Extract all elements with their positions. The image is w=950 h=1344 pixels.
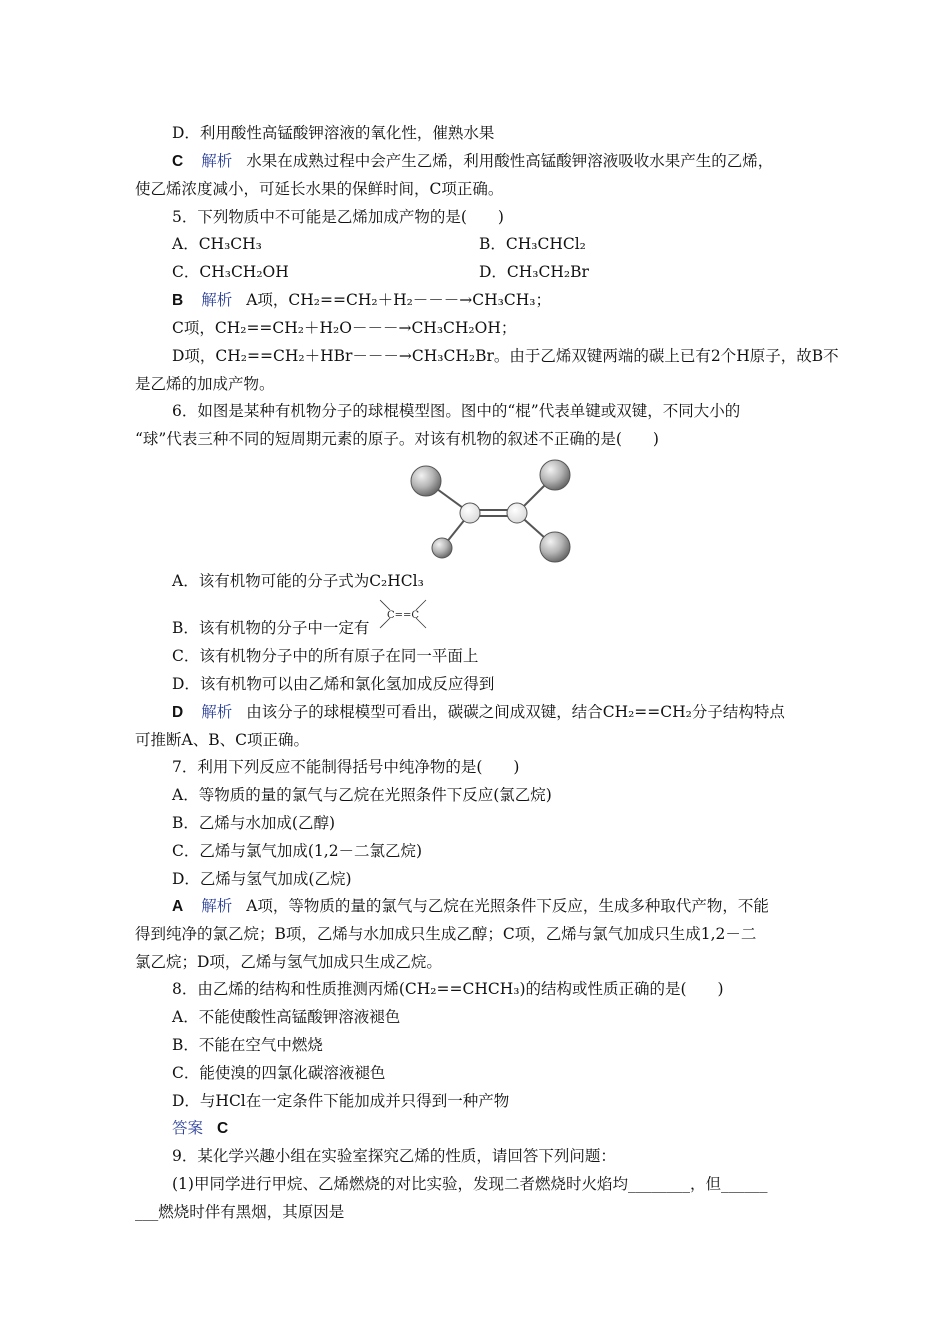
carbon-ball	[460, 503, 480, 523]
question-6: 6．如图是某种有机物分子的球棍模型图。图中的“棍”代表单键或双键，不同大小的	[172, 402, 741, 420]
q8-option-b: B．不能在空气中燃烧	[172, 1036, 323, 1054]
ball-stick-model	[400, 455, 590, 575]
q5-option-c: C．CH₃CH₂OH	[172, 263, 289, 281]
atom-ball	[540, 460, 570, 490]
question-9: 9．某化学兴趣小组在实验室探究乙烯的性质，请回答下列问题：	[172, 1147, 616, 1165]
answer-7-line2: 得到纯净的氯乙烷；B项，乙烯与水加成只生成乙醇；C项，乙烯与氯气加成只生成1,2－二	[135, 925, 757, 943]
answer-5-line3: D项，CH₂==CH₂＋HBr－－－→CH₃CH₂Br。由于乙烯双键两端的碳上已有2个H原子，故B不	[172, 347, 839, 365]
analysis-label: 解析	[201, 897, 233, 915]
question-7: 7．利用下列反应不能制得括号中纯净物的是( )	[172, 758, 520, 776]
q8-option-a: A．不能使酸性高锰酸钾溶液褪色	[172, 1008, 401, 1026]
answer-6-cont: 可推断A、B、C项正确。	[135, 731, 309, 749]
double-bond-structure	[378, 598, 428, 632]
answer-letter: C	[172, 153, 184, 170]
answer-label: 答案	[172, 1119, 204, 1137]
analysis-text: A项，CH₂==CH₂＋H₂－－－→CH₃CH₃；	[246, 291, 551, 309]
analysis-label: 解析	[201, 152, 233, 170]
answer-letter: C	[217, 1120, 229, 1137]
q8-option-c: C．能使溴的四氯化碳溶液褪色	[172, 1064, 386, 1082]
q7-option-b: B．乙烯与水加成(乙醇)	[172, 814, 335, 832]
atom-ball	[540, 532, 570, 562]
q7-option-a: A．等物质的量的氯气与乙烷在光照条件下反应(氯乙烷)	[172, 786, 552, 804]
q5-option-d: D．CH₃CH₂Br	[479, 263, 589, 281]
q7-option-c: C．乙烯与氯气加成(1,2－二氯乙烷)	[172, 842, 423, 860]
q6-option-b: B．该有机物的分子中一定有	[172, 619, 370, 637]
q7-option-d: D．乙烯与氢气加成(乙烷)	[172, 870, 352, 888]
atom-ball	[432, 538, 452, 558]
question-9-part-1: (1)甲同学进行甲烷、乙烯燃烧的对比实验，发现二者燃烧时火焰均________，但______	[172, 1175, 768, 1193]
answer-7	[172, 895, 769, 918]
answer-5	[172, 289, 551, 312]
q6-option-a: A．该有机物可能的分子式为C₂HCl₃	[172, 572, 424, 590]
atom-ball	[411, 466, 441, 496]
answer-7-line3: 氯乙烷；D项，乙烯与氢气加成只生成乙烷。	[135, 953, 442, 971]
analysis-label: 解析	[201, 291, 233, 309]
analysis-label: 解析	[201, 703, 233, 721]
answer-8	[172, 1117, 228, 1140]
q6-option-c: C．该有机物分子中的所有原子在同一平面上	[172, 647, 479, 665]
answer-letter: A	[172, 898, 184, 915]
answer-letter: D	[172, 704, 184, 721]
q5-option-b: B．CH₃CHCl₂	[479, 235, 586, 253]
q5-option-a: A．CH₃CH₃	[172, 235, 262, 253]
carbon-ball	[507, 503, 527, 523]
question-9-part-1-cont: ___燃烧时伴有黑烟，其原因是	[135, 1203, 345, 1221]
analysis-text: 水果在成熟过程中会产生乙烯，利用酸性高锰酸钾溶液吸收水果产生的乙烯，	[246, 152, 774, 170]
answer-letter: B	[172, 292, 184, 309]
q6-option-d: D．该有机物可以由乙烯和氯化氢加成反应得到	[172, 675, 495, 693]
answer-4	[172, 150, 773, 173]
c-c-label: C==C	[386, 610, 420, 621]
q8-option-d: D．与HCl在一定条件下能加成并只得到一种产物	[172, 1092, 510, 1110]
analysis-text: A项，等物质的量的氯气与乙烷在光照条件下反应，生成多种取代产物，不能	[246, 897, 769, 915]
question-5: 5．下列物质中不可能是乙烯加成产物的是( )	[172, 208, 504, 226]
answer-4-cont: 使乙烯浓度减小，可延长水果的保鲜时间，C项正确。	[135, 180, 504, 198]
q4-option-d: D．利用酸性高锰酸钾溶液的氧化性，催熟水果	[172, 124, 495, 142]
answer-5-line2: C项，CH₂==CH₂＋H₂O－－－→CH₃CH₂OH；	[172, 319, 517, 337]
answer-6	[172, 701, 785, 724]
analysis-text: 由该分子的球棍模型可看出，碳碳之间成双键，结合CH₂==CH₂分子结构特点	[246, 703, 785, 721]
question-6-cont: “球”代表三种不同的短周期元素的原子。对该有机物的叙述不正确的是( )	[135, 430, 659, 448]
question-8: 8．由乙烯的结构和性质推测丙烯(CH₂==CHCH₃)的结构或性质正确的是( )	[172, 980, 724, 998]
answer-5-line4: 是乙烯的加成产物。	[135, 375, 275, 393]
